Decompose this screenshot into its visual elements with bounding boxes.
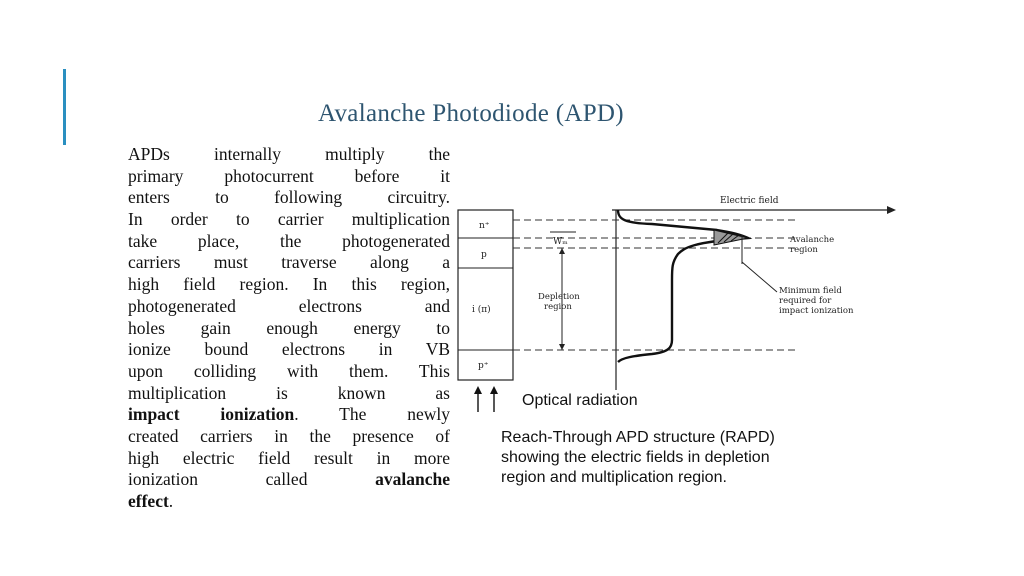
body-line: In order to carrier multiplication [128, 209, 450, 230]
depletion-label-line: region [544, 302, 572, 312]
layer-stack [458, 210, 513, 380]
avalanche-label-line: region [790, 245, 818, 255]
effect-term: effect [128, 491, 169, 511]
body-paragraph [128, 144, 450, 513]
caption-line: region and multiplication region. [501, 469, 727, 486]
body-line: APDs internally multiply the [128, 144, 450, 164]
depletion-arrow-top [559, 248, 565, 254]
body-fragment: ionization called [128, 469, 376, 490]
body-line: enters to following circuitry. [128, 187, 450, 208]
rapd-diagram [452, 190, 897, 412]
body-line: photogenerated electrons and [128, 295, 450, 316]
body-line: carriers must traverse along a [128, 252, 450, 273]
min-field-line: impact ionization [779, 306, 854, 316]
wm-label: Wₘ [553, 237, 568, 247]
body-line: high field region. In this region, [128, 274, 450, 295]
avalanche-region-label [789, 235, 834, 255]
layer-label-i: i (π) [472, 305, 491, 315]
min-field-line: Minimum field [779, 286, 842, 296]
body-line: primary photocurrent before it [128, 165, 450, 186]
min-field-line: required for [779, 296, 832, 306]
depletion-label [538, 292, 580, 312]
layer-label-p: p [481, 250, 487, 260]
min-field-label [779, 286, 854, 316]
min-field-pointer [742, 262, 777, 292]
body-line: holes gain enough energy to [128, 317, 450, 338]
depletion-label-line: Depletion [538, 292, 580, 302]
electric-field-label: Electric field [720, 196, 779, 206]
body-line-effect [128, 491, 450, 513]
optical-arrowhead [474, 386, 482, 394]
body-line: upon colliding with them. This [128, 360, 450, 381]
body-line: high electric field result in more [128, 447, 450, 468]
slide-title: Avalanche Photodiode (APD) [318, 100, 624, 127]
avalanche-term: avalanche [375, 469, 450, 490]
caption-line: Reach-Through APD structure (RAPD) [501, 429, 775, 446]
field-profile-curve [618, 210, 748, 362]
layer-label-p-plus: p⁺ [478, 361, 489, 371]
body-line: created carriers in the presence of [128, 425, 450, 446]
caption-line: showing the electric fields in depletion [501, 449, 770, 466]
body-line: ionize bound electrons in VB [128, 339, 450, 360]
body-line: multiplication is known as [128, 382, 450, 403]
accent-bar [63, 69, 66, 145]
body-fragment: . [168, 491, 174, 511]
diagram-caption [501, 428, 901, 488]
body-line-avalanche [128, 469, 450, 491]
field-axis-arrowhead [887, 206, 896, 214]
impact-ionization-term: impact ionization [128, 404, 295, 425]
avalanche-label-line: Avalanche [790, 235, 835, 245]
layer-label-n-plus: n⁺ [479, 221, 490, 231]
optical-arrowhead [490, 386, 498, 394]
optical-radiation-label: Optical radiation [522, 392, 638, 409]
body-fragment: . The newly [294, 404, 450, 425]
body-line-impact [128, 404, 450, 426]
depletion-arrow-bottom [559, 344, 565, 350]
body-line: take place, the photogenerated [128, 230, 450, 251]
